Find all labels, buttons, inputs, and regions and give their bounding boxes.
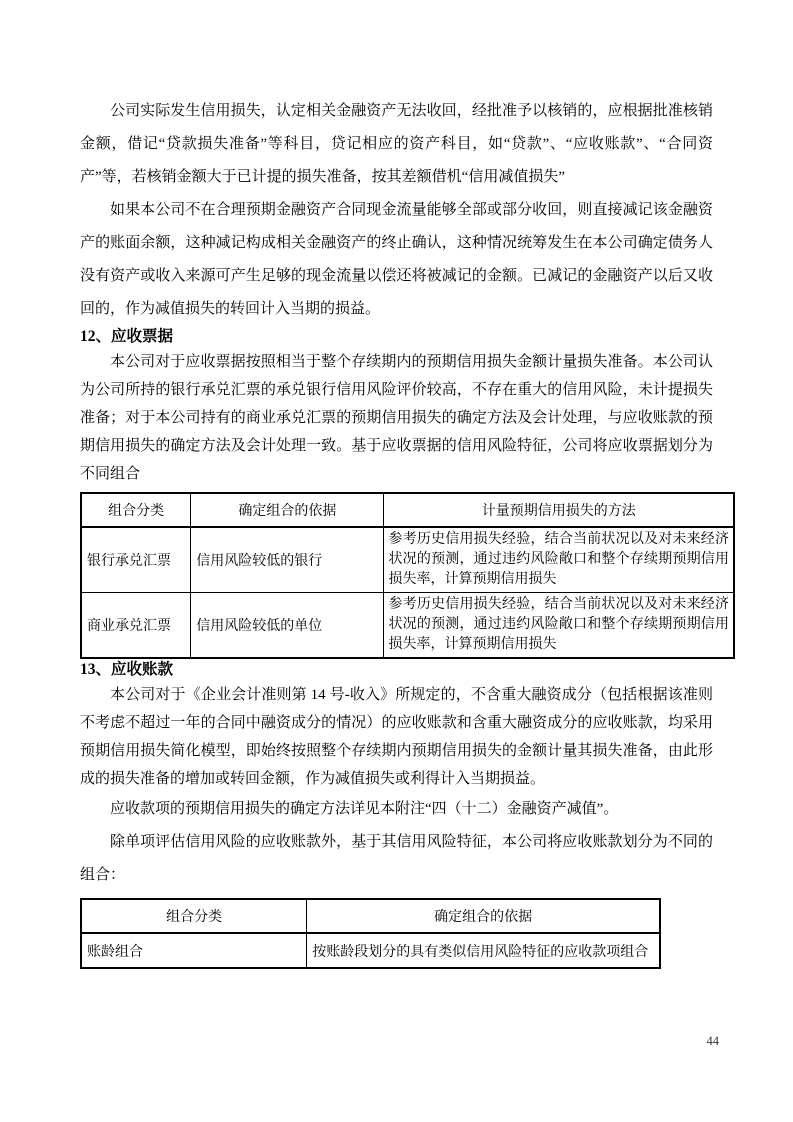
section-heading-notes-receivable: 12、应收票据: [80, 328, 174, 345]
table-row-bank-acceptance: [81, 527, 734, 593]
table-row-aging-group: [81, 933, 660, 968]
cell-category: 商业承兑汇票: [81, 593, 191, 659]
page-number: 44: [706, 1034, 719, 1048]
accounts-receivable-groups-table: [80, 898, 661, 969]
table-header-category: 组合分类: [81, 899, 307, 933]
cell-method: 参考历史信用损失经验，结合当前状况以及对未来经济状况的预测，通过违约风险敞口和整个存续期预期信用损失率，计算预期信用损失: [384, 527, 734, 593]
table-header-row: [81, 493, 734, 527]
table-row-commercial-acceptance: [81, 593, 734, 659]
cell-category: 银行承兑汇票: [81, 527, 191, 593]
cell-basis: 信用风险较低的单位: [191, 593, 384, 659]
table-header-basis: 确定组合的依据: [191, 493, 384, 527]
paragraph-group-division: 除单项评估信用风险的应收账款外，基于其信用风险特征，本公司将应收账款划分为不同的组合：: [80, 834, 713, 883]
cell-basis: 按账龄段划分的具有类似信用风险特征的应收款项组合: [307, 933, 660, 968]
table-header-method: 计量预期信用损失的方法: [384, 493, 734, 527]
paragraph-writeoff: 公司实际发生信用损失，认定相关金融资产无法收回，经批准予以核销的，应根据批准核销金额，借记“贷款损失准备”等科目，贷记相应的资产科目，如“贷款”、“应收账款”、“合同资产”等，若核销金额大于已计提的损失准备，按其差额借机“信用减值损失”: [80, 103, 713, 185]
table-header-basis: 确定组合的依据: [307, 899, 660, 933]
cell-basis: 信用风险较低的银行: [191, 527, 384, 593]
cell-category: 账龄组合: [81, 933, 307, 968]
table-header-row: [81, 899, 660, 933]
paragraph-ecl-reference: 应收款项的预期信用损失的确定方法详见本附注“四（十二）金融资产减值”。: [110, 801, 619, 817]
notes-receivable-groups-table: [80, 492, 735, 659]
paragraph-direct-writedown: 如果本公司不在合理预期金融资产合同现金流量能够全部或部分收回，则直接减记该金融资产的账面余额，这种减记构成相关金融资产的终止确认，这种情况统筹发生在本公司确定债务人没有资产或收入来源可产生足够的现金流量以偿还将被减记的金额。已减记的金融资产以后又收回的，作为减值损失的转回计入当期的损益。: [80, 202, 713, 317]
paragraph-accounts-receivable-model: 本公司对于《企业会计准则第 14 号-收入》所规定的，不含重大融资成分（包括根据该准则不考虑不超过一年的合同中融资成分的情况）的应收账款和含重大融资成分的应收账款，均采用预期信用损失简化模型，即始终按照整个存续期内预期信用损失的金额计量其损失准备，由此形成的损失准备的增加或转回金额，作为减值损失或利得计入当期损益。: [80, 687, 713, 787]
section-heading-accounts-receivable: 13、应收账款: [80, 661, 174, 678]
table-header-category: 组合分类: [81, 493, 191, 527]
paragraph-notes-receivable: 本公司对于应收票据按照相当于整个存续期内的预期信用损失金额计量损失准备。本公司认为公司所持的银行承兑汇票的承兑银行信用风险评价较高，不存在重大的信用风险，未计提损失准备；对于本公司持有的商业承兑汇票的预期信用损失的确定方法及会计处理，与应收账款的预期信用损失的确定方法及会计处理一致。基于应收票据的信用风险特征，公司将应收票据划分为不同组合: [80, 354, 713, 482]
cell-method: 参考历史信用损失经验，结合当前状况以及对未来经济状况的预测，通过违约风险敞口和整个存续期预期信用损失率，计算预期信用损失: [384, 593, 734, 659]
